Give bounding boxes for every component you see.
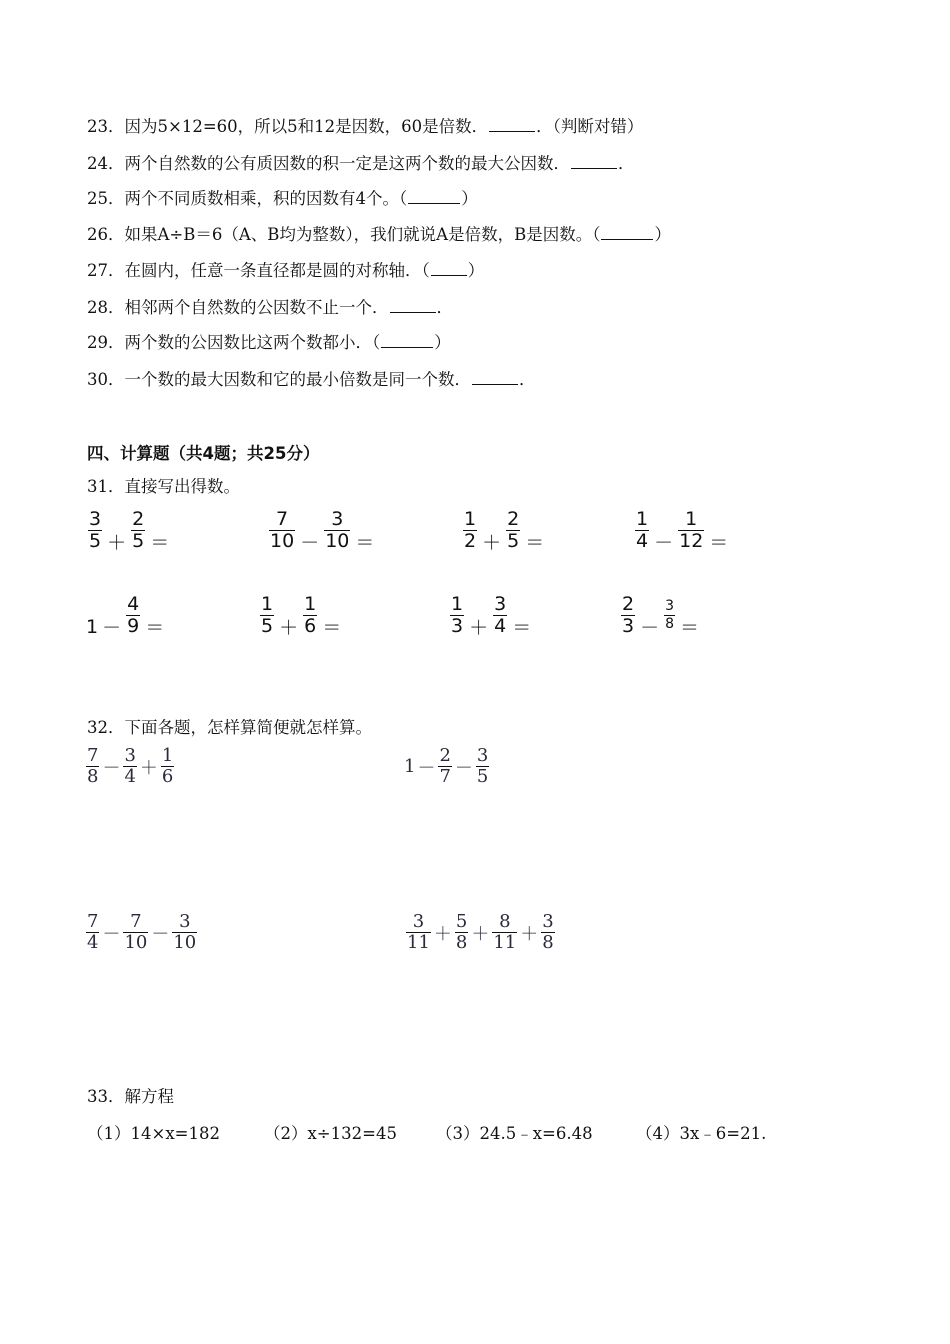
- question-suffix: ）: [461, 189, 478, 208]
- operator: －: [654, 532, 674, 554]
- operator: －: [300, 532, 320, 554]
- operator: ＋: [520, 923, 539, 945]
- equals-sign: ＝: [512, 617, 532, 639]
- fraction: $\frac{7}{10}$: [124, 911, 148, 953]
- fraction: $\frac{1}{6}$: [304, 593, 317, 637]
- equals-sign: ＝: [355, 532, 375, 554]
- equals-sign: ＝: [680, 617, 700, 639]
- question-suffix: ）: [654, 225, 671, 244]
- fraction: $\frac{5}{8}$: [455, 911, 468, 953]
- fraction: $\frac{3}{4}$: [124, 745, 136, 787]
- question-text: 24．两个自然数的公有质因数的积一定是这两个数的最大公因数．: [87, 154, 570, 173]
- equation-item: （4）3x﹣6=21.: [636, 1124, 767, 1143]
- fraction: $\frac{7}{4}$: [87, 911, 99, 953]
- simplify-expression-4: [404, 912, 557, 953]
- fraction: $\frac{2}{5}$: [507, 508, 520, 552]
- fraction: $\frac{3}{10}$: [173, 911, 197, 953]
- question-suffix: ．: [436, 298, 453, 317]
- fraction: $\frac{3}{10}$: [325, 508, 350, 552]
- equation-list: [0, 1124, 950, 1146]
- whole-number: 1: [86, 615, 99, 638]
- whole-number: 1: [404, 756, 416, 777]
- fraction: $\frac{1}{2}$: [464, 508, 477, 552]
- question-24: [87, 154, 635, 174]
- fraction: $\frac{1}{5}$: [261, 593, 274, 637]
- question-suffix: ）: [434, 333, 451, 352]
- fraction: $\frac{1}{6}$: [161, 745, 174, 787]
- fraction: $\frac{3}{5}$: [476, 745, 489, 787]
- simplify-expression-2: [404, 746, 491, 787]
- mental-math-item: [448, 594, 534, 637]
- question-text: 28．相邻两个自然数的公因数不止一个．: [87, 298, 389, 317]
- operator: －: [640, 617, 660, 639]
- equation-item: （3）24.5﹣x=6.48: [436, 1124, 593, 1143]
- operator: －: [151, 923, 170, 945]
- answer-blank[interactable]: [571, 167, 617, 169]
- operator: ＋: [482, 532, 502, 554]
- mental-math-item: [86, 509, 172, 552]
- question-suffix: ．: [618, 154, 635, 173]
- mental-math-item: [619, 594, 702, 637]
- fraction: $\frac{1}{4}$: [636, 508, 649, 552]
- question-29: [87, 333, 451, 353]
- equation-item: （1）14×x=182: [87, 1124, 220, 1143]
- equals-sign: ＝: [322, 617, 342, 639]
- question-text: 30．一个数的最大因数和它的最小倍数是同一个数．: [87, 370, 471, 389]
- answer-blank[interactable]: [381, 346, 433, 348]
- question-text: 23．因为5×12=60，所以5和12是因数，60是倍数．: [87, 117, 489, 136]
- fraction: $\frac{7}{8}$: [87, 745, 99, 787]
- operator: －: [454, 757, 473, 779]
- answer-blank[interactable]: [390, 311, 436, 313]
- operator: ＋: [279, 617, 299, 639]
- fraction: $\frac{4}{9}$: [127, 593, 140, 637]
- equals-sign: ＝: [150, 532, 170, 554]
- question-suffix: ）: [467, 261, 485, 280]
- question-33-prompt: 33．解方程: [87, 1087, 174, 1106]
- operator: －: [102, 617, 122, 639]
- fraction: $\frac{3}{4}$: [494, 593, 507, 637]
- simplify-expression-1: [84, 746, 176, 787]
- answer-blank[interactable]: [431, 274, 467, 276]
- fraction: $\frac{3}{8}$: [665, 598, 675, 632]
- mental-math-item: [86, 594, 167, 637]
- question-27: [87, 261, 484, 281]
- mental-math-item: [461, 509, 547, 552]
- fraction: $\frac{2}{7}$: [439, 745, 451, 787]
- section-title: 四、计算题（共4题；共25分）: [87, 444, 320, 463]
- fraction: $\frac{1}{12}$: [679, 508, 704, 552]
- mental-math-item: [267, 509, 377, 552]
- operator: －: [102, 923, 121, 945]
- fraction: $\frac{7}{10}$: [270, 508, 295, 552]
- operator: ＋: [471, 923, 490, 945]
- fraction: $\frac{1}{3}$: [451, 593, 464, 637]
- question-23: [87, 117, 643, 137]
- question-text: 26．如果A÷B＝6（A、B均为整数），我们就说A是倍数，B是因数。（: [87, 225, 601, 244]
- mental-math-item: [633, 509, 731, 552]
- question-text: 25．两个不同质数相乘，积的因数有4个。（: [87, 189, 408, 208]
- question-28: [87, 298, 453, 318]
- question-suffix: ．（判断对错）: [536, 117, 644, 136]
- fraction: $\frac{2}{5}$: [132, 508, 145, 552]
- fraction: $\frac{3}{8}$: [542, 911, 554, 953]
- fraction: $\frac{2}{3}$: [622, 593, 635, 637]
- answer-blank[interactable]: [472, 383, 518, 385]
- fraction: $\frac{3}{5}$: [89, 508, 102, 552]
- equals-sign: ＝: [709, 532, 729, 554]
- question-suffix: ．: [519, 370, 536, 389]
- operator: －: [102, 757, 121, 779]
- operator: ＋: [433, 923, 452, 945]
- answer-blank[interactable]: [601, 238, 653, 240]
- question-text: 29．两个数的公因数比这两个数都小．（: [87, 333, 381, 352]
- equation-item: （2）x÷132=45: [264, 1124, 397, 1143]
- answer-blank[interactable]: [489, 130, 535, 132]
- operator: ＋: [139, 757, 158, 779]
- question-30: [87, 370, 536, 390]
- answer-blank[interactable]: [408, 202, 460, 204]
- simplify-expression-3: [84, 912, 199, 953]
- question-25: [87, 189, 478, 209]
- question-26: [87, 225, 671, 245]
- equals-sign: ＝: [525, 532, 545, 554]
- operator: ＋: [469, 617, 489, 639]
- fraction: $\frac{8}{11}$: [493, 911, 517, 953]
- mental-math-item: [258, 594, 344, 637]
- question-32-prompt: 32．下面各题，怎样算简便就怎样算。: [87, 718, 372, 737]
- operator: －: [417, 757, 436, 779]
- operator: ＋: [107, 532, 127, 554]
- fraction: $\frac{3}{11}$: [407, 911, 430, 953]
- question-31-prompt: 31．直接写出得数。: [87, 477, 240, 496]
- question-text: 27．在圆内，任意一条直径都是圆的对称轴．（: [87, 261, 430, 280]
- equals-sign: ＝: [145, 617, 165, 639]
